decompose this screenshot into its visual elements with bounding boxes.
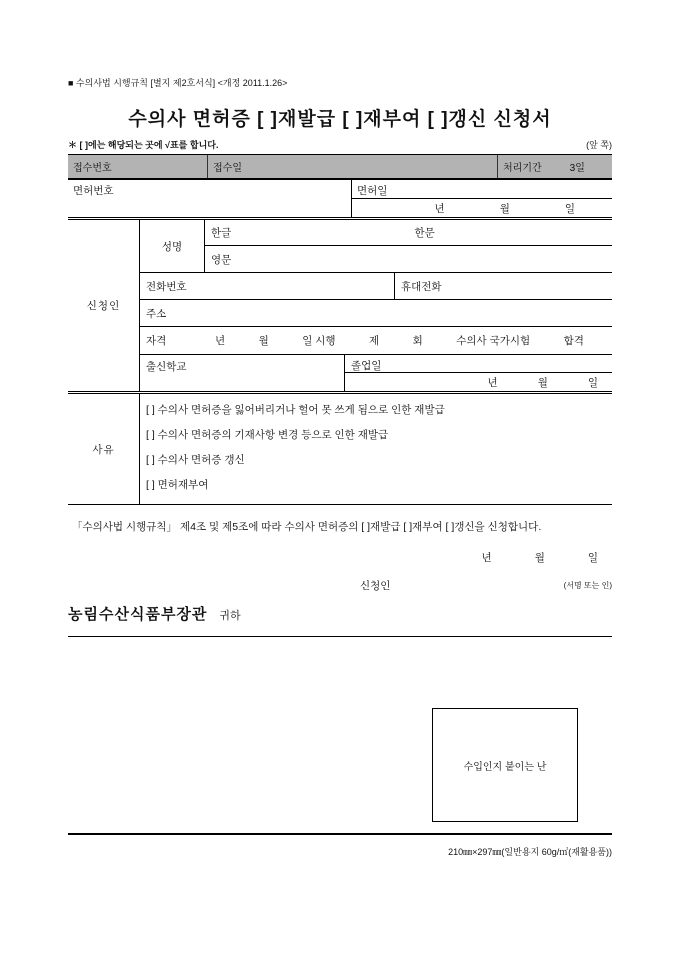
name-english-field[interactable] <box>205 246 612 272</box>
qual-ordinal-prefix-label: 제 <box>369 335 380 347</box>
graduation-label: 졸업일 <box>351 360 382 372</box>
reason-checkbox-renewal[interactable]: [ ] 수의사 면허증 갱신 <box>146 454 245 466</box>
check-instruction: ＊ [ ]에는 해당되는 곳에 √표를 합니다. <box>68 140 219 150</box>
school-label: 출신학교 <box>146 361 187 373</box>
year-label: 년 <box>481 552 492 564</box>
license-number-label: 면허번호 <box>73 185 114 197</box>
mobile-field[interactable] <box>395 273 612 299</box>
receipt-number-label: 접수번호 <box>73 163 112 174</box>
day-label: 일 <box>587 552 598 564</box>
form-body <box>68 154 612 637</box>
month-label: 월 <box>537 376 548 389</box>
revenue-stamp-label: 수입인지 붙이는 난 <box>463 761 547 773</box>
recipient-honorific-label: 귀하 <box>219 610 241 622</box>
qual-month-label: 월 <box>258 335 269 347</box>
qual-day-exec-label: 일 시행 <box>302 335 336 347</box>
applicant-section-label: 신청인 <box>68 220 140 391</box>
name-label: 성명 <box>140 220 205 272</box>
name-korean-hanja-field[interactable] <box>205 220 612 246</box>
page-side-label: (앞 쪽) <box>586 140 612 150</box>
receipt-header-row <box>68 154 612 180</box>
qual-ordinal-suffix-label: 회 <box>412 335 423 347</box>
processing-period-cell <box>497 155 612 178</box>
applicant-table <box>68 220 612 394</box>
license-date-field[interactable] <box>352 180 612 199</box>
name-sub-rows <box>205 220 612 272</box>
revenue-stamp-box <box>432 708 578 822</box>
license-date-ymd <box>352 199 612 217</box>
divider-rule <box>68 636 612 637</box>
form-title: 수의사 면허증 [ ]재발급 [ ]재부여 [ ]갱신 신청서 <box>128 109 552 130</box>
qual-pass-label: 합격 <box>563 335 584 347</box>
name-korean-label: 한글 <box>211 227 232 239</box>
qualification-field[interactable] <box>140 326 612 354</box>
day-label: 일 <box>564 202 575 215</box>
graduation-ymd <box>345 373 612 391</box>
graduation-date-field[interactable] <box>345 355 612 373</box>
reason-checkbox-regrant[interactable]: [ ] 면허재부여 <box>146 479 209 491</box>
name-hanja-label: 한문 <box>414 227 435 239</box>
paper-spec-note: 210㎜×297㎜(일반용지 60g/㎡(재활용품)) <box>448 847 612 857</box>
applicant-table-body <box>140 220 612 391</box>
license-row <box>68 180 612 220</box>
declaration-date-ymd <box>68 550 612 565</box>
qual-exam-name-label: 수의사 국가시험 <box>456 335 531 347</box>
qualification-tokens <box>215 333 612 348</box>
license-number-field[interactable] <box>68 180 352 217</box>
address-field[interactable] <box>140 299 612 326</box>
phone-field[interactable] <box>140 273 395 299</box>
license-date-block <box>352 180 612 217</box>
qual-year-label: 년 <box>215 335 226 347</box>
reason-section-label: 사유 <box>68 394 140 504</box>
address-label: 주소 <box>146 307 167 320</box>
school-field[interactable] <box>140 355 345 391</box>
receipt-date-label: 접수일 <box>213 163 242 174</box>
bottom-rule <box>68 833 612 835</box>
reason-body <box>140 394 612 504</box>
signature-or-seal-note: (서명 또는 인) <box>563 581 612 590</box>
recipient-row <box>68 603 612 624</box>
year-label: 년 <box>487 376 498 389</box>
receipt-date-cell <box>207 155 497 178</box>
recipient-minister-label: 농림수산식품부장관 <box>68 606 208 623</box>
processing-period-value: 3일 <box>569 163 585 174</box>
phone-label: 전화번호 <box>146 280 187 293</box>
month-label: 월 <box>499 202 510 215</box>
school-row <box>140 354 612 391</box>
reason-checkbox-reissue-change[interactable]: [ ] 수의사 면허증의 기재사항 변경 등으로 인한 재발급 <box>146 429 389 441</box>
month-label: 월 <box>534 552 545 564</box>
applicant-signer-label: 신청인 <box>360 580 391 592</box>
qualification-label: 자격 <box>146 335 167 347</box>
name-english-label: 영문 <box>211 253 232 266</box>
phone-row <box>140 272 612 299</box>
reason-table <box>68 394 612 505</box>
regulation-note: ■ 수의사법 시행규칙 [별지 제2호서식] <개정 2011.1.26> <box>68 78 288 88</box>
mobile-label: 휴대전화 <box>401 280 442 293</box>
graduation-block <box>345 355 612 391</box>
day-label: 일 <box>587 376 598 389</box>
year-label: 년 <box>434 202 445 215</box>
note-row <box>68 138 612 151</box>
declaration-statement: 「수의사법 시행규칙」 제4조 및 제5조에 따라 수의사 면허증의 [ ]재발급 [ ]재부여 [ ]갱신을 신청합니다. <box>72 521 542 533</box>
receipt-number-cell <box>68 155 207 178</box>
reason-checkbox-reissue-lost[interactable]: [ ] 수의사 면허증을 잃어버리거나 헐어 못 쓰게 됨으로 인한 재발급 <box>146 404 445 416</box>
name-block <box>140 220 612 272</box>
license-date-label: 면허일 <box>357 185 388 197</box>
processing-period-label: 처리기간 <box>503 163 542 174</box>
signer-row <box>68 578 612 593</box>
